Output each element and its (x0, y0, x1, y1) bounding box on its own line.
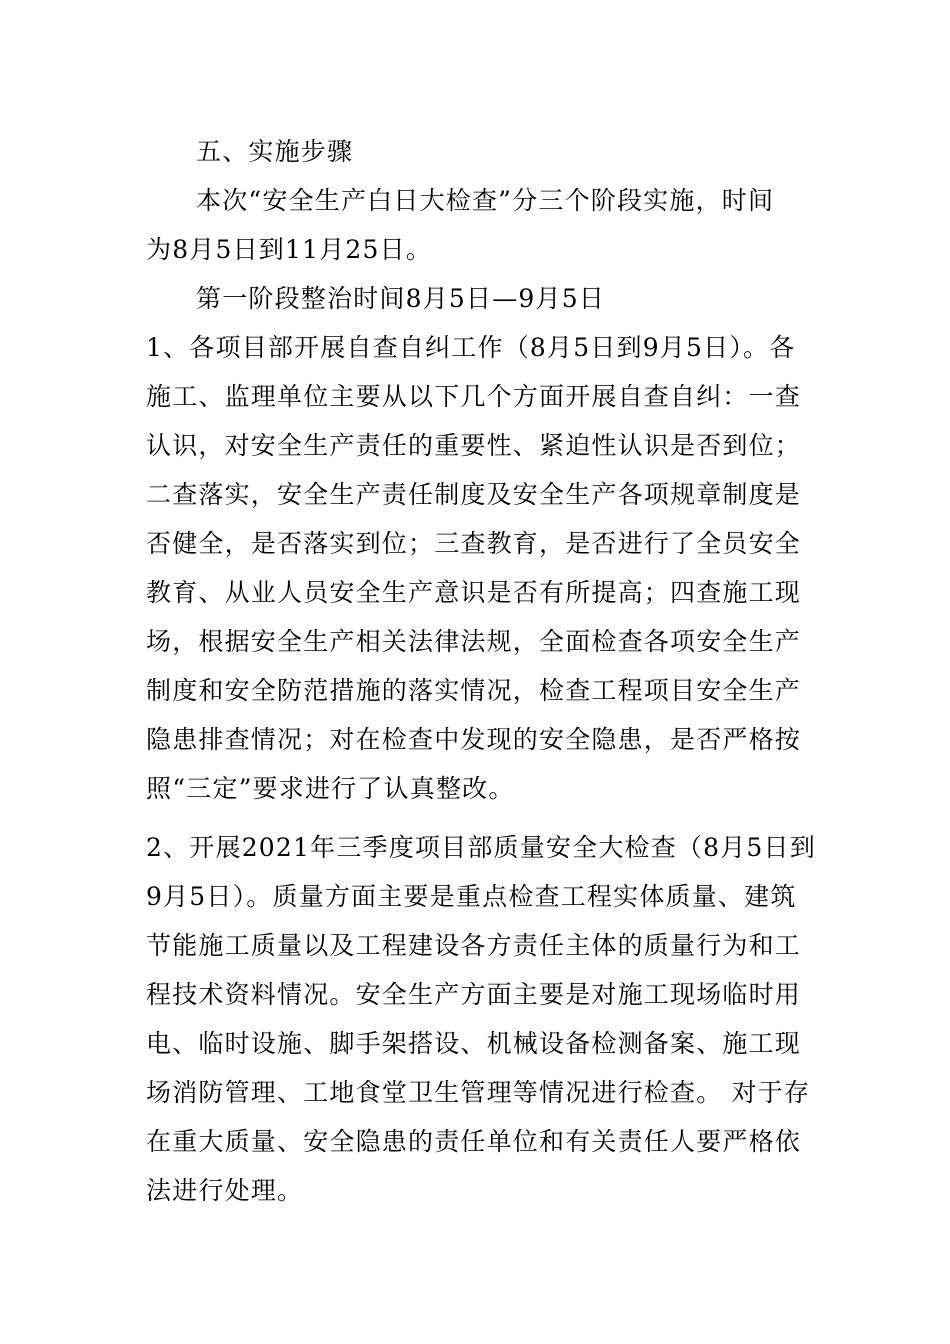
text-line: 场消防管理、工地食堂卫生管理等情况进行检查。 对于存 (146, 1078, 811, 1107)
text-line: 节能施工质量以及工程建设各方责任主体的质量行为和工 (146, 931, 802, 960)
text-line: 在重大质量、安全隐患的责任单位和有关责任人要严格依 (146, 1127, 802, 1156)
text-line: 法进行处理。 (146, 1176, 304, 1205)
text-line: 1、各项目部开展自查自纠工作（8月5日到9月5日）。各 (146, 333, 796, 362)
text-line: 9月5日）。质量方面主要是重点检查工程实体质量、建筑 (146, 882, 797, 911)
text-line: 为8月5日到11月25日。 (146, 235, 433, 264)
text-line: 电、临时设施、脚手架搭设、机械设备检测备案、施工现 (146, 1029, 802, 1058)
text-line: 隐患排查情况；对在检查中发现的安全隐患，是否严格按 (146, 725, 802, 754)
text-line: 教育、从业人员安全生产意识是否有所提高；四查施工现 (146, 578, 802, 607)
text-line: 程技术资料情况。安全生产方面主要是对施工现场临时用 (146, 980, 802, 1009)
phase-heading: 第一阶段整治时间8月5日—9月5日 (196, 284, 606, 313)
text-line: 施工、监理单位主要从以下几个方面开展自查自纠：一查 (146, 382, 802, 411)
section-heading: 五、实施步骤 (196, 137, 354, 166)
text-line: 否健全，是否落实到位；三查教育，是否进行了全员安全 (146, 529, 802, 558)
text-line: 本次“安全生产白日大检查”分三个阶段实施，时间 (196, 186, 775, 215)
text-line: 照“三定”要求进行了认真整改。 (146, 774, 515, 803)
text-line: 二查落实，安全生产责任制度及安全生产各项规章制度是 (146, 480, 802, 509)
text-line: 场，根据安全生产相关法律法规，全面检查各项安全生产 (146, 627, 802, 656)
text-line: 认识，对安全生产责任的重要性、紧迫性认识是否到位； (146, 431, 802, 460)
text-line: 2、开展2021年三季度项目部质量安全大检查（8月5日到 (146, 833, 816, 862)
text-line: 制度和安全防范措施的落实情况，检查工程项目安全生产 (146, 676, 802, 705)
